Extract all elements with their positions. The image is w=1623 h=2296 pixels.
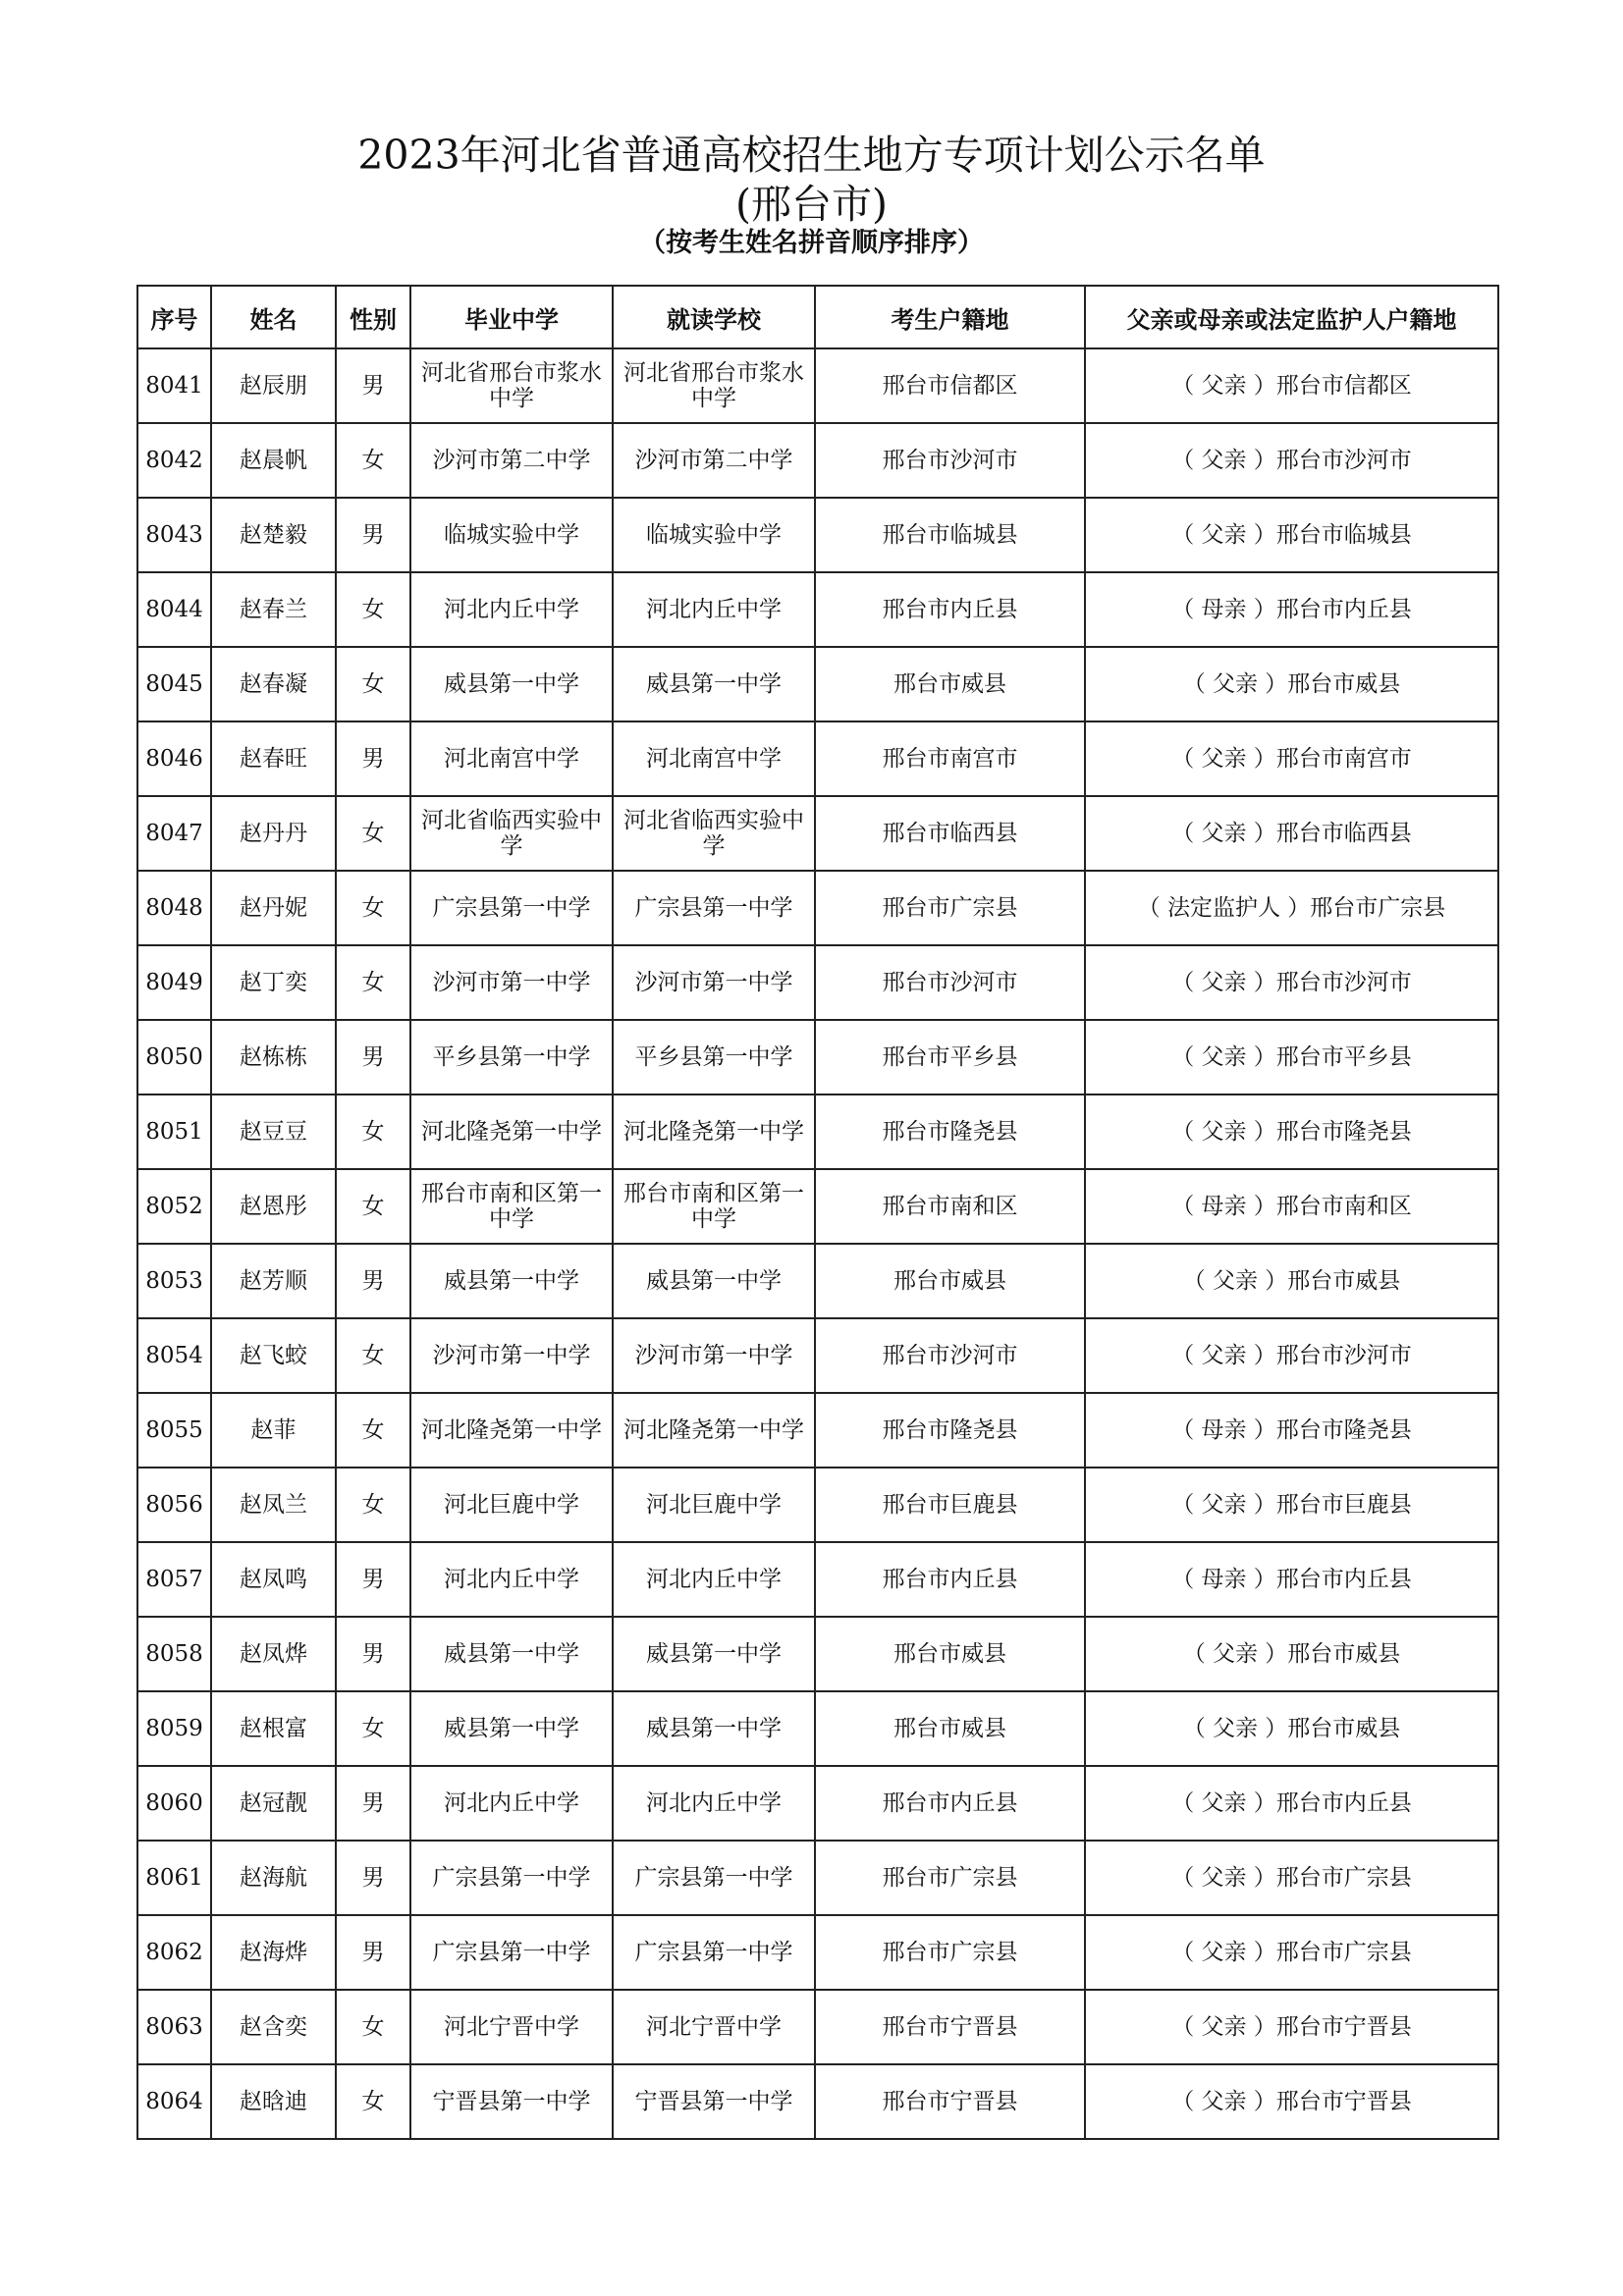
current-school-cell: 威县第一中学 (613, 1617, 815, 1691)
guardian-household-cell: （ 父亲 ）邢台市沙河市 (1085, 1318, 1498, 1393)
table-row (137, 2064, 1498, 2139)
student-name-cell: 赵根富 (211, 1691, 336, 1766)
student-household-cell: 邢台市信都区 (815, 348, 1085, 423)
gender-cell: 女 (336, 1393, 410, 1468)
guardian-household-cell: （ 父亲 ）邢台市平乡县 (1085, 1020, 1498, 1095)
column-header: 毕业中学 (410, 286, 613, 348)
column-header: 姓名 (211, 286, 336, 348)
gender-cell: 男 (336, 721, 410, 796)
current-school-cell: 临城实验中学 (613, 498, 815, 572)
student-name-cell: 赵晨帆 (211, 423, 336, 498)
student-name-cell: 赵春兰 (211, 572, 336, 647)
guardian-household-cell: （ 父亲 ）邢台市威县 (1085, 1691, 1498, 1766)
student-name-cell: 赵凤兰 (211, 1468, 336, 1542)
student-household-cell: 邢台市沙河市 (815, 945, 1085, 1020)
guardian-household-cell: （ 母亲 ）邢台市内丘县 (1085, 572, 1498, 647)
current-school-cell: 广宗县第一中学 (613, 871, 815, 945)
table-row (137, 871, 1498, 945)
table-row (137, 721, 1498, 796)
table-row (137, 1244, 1498, 1318)
table-row (137, 1020, 1498, 1095)
current-school-cell: 邢台市南和区第一中学 (613, 1169, 815, 1244)
student-household-cell: 邢台市广宗县 (815, 1915, 1085, 1990)
current-school-cell: 沙河市第一中学 (613, 945, 815, 1020)
serial-number-cell: 8054 (137, 1318, 211, 1393)
guardian-household-cell: （ 父亲 ）邢台市内丘县 (1085, 1766, 1498, 1841)
graduation-school-cell: 广宗县第一中学 (410, 1915, 613, 1990)
table-row (137, 1990, 1498, 2064)
student-name-cell: 赵凤烨 (211, 1617, 336, 1691)
serial-number-cell: 8045 (137, 647, 211, 721)
current-school-cell: 河北隆尧第一中学 (613, 1095, 815, 1169)
column-header: 考生户籍地 (815, 286, 1085, 348)
student-name-cell: 赵晗迪 (211, 2064, 336, 2139)
student-household-cell: 邢台市宁晋县 (815, 1990, 1085, 2064)
graduation-school-cell: 威县第一中学 (410, 1691, 613, 1766)
serial-number-cell: 8048 (137, 871, 211, 945)
student-name-cell: 赵菲 (211, 1393, 336, 1468)
current-school-cell: 河北省临西实验中学 (613, 796, 815, 871)
guardian-household-cell: （ 父亲 ）邢台市威县 (1085, 647, 1498, 721)
graduation-school-cell: 广宗县第一中学 (410, 1841, 613, 1915)
current-school-cell: 平乡县第一中学 (613, 1020, 815, 1095)
current-school-cell: 威县第一中学 (613, 1244, 815, 1318)
serial-number-cell: 8044 (137, 572, 211, 647)
table-row (137, 945, 1498, 1020)
serial-number-cell: 8047 (137, 796, 211, 871)
graduation-school-cell: 邢台市南和区第一中学 (410, 1169, 613, 1244)
graduation-school-cell: 河北南宫中学 (410, 721, 613, 796)
table-body (137, 348, 1498, 2139)
student-name-cell: 赵丁奕 (211, 945, 336, 1020)
student-name-cell: 赵辰朋 (211, 348, 336, 423)
graduation-school-cell: 广宗县第一中学 (410, 871, 613, 945)
table-row (137, 498, 1498, 572)
serial-number-cell: 8062 (137, 1915, 211, 1990)
gender-cell: 男 (336, 1841, 410, 1915)
graduation-school-cell: 宁晋县第一中学 (410, 2064, 613, 2139)
student-household-cell: 邢台市临城县 (815, 498, 1085, 572)
guardian-household-cell: （ 父亲 ）邢台市临城县 (1085, 498, 1498, 572)
serial-number-cell: 8052 (137, 1169, 211, 1244)
current-school-cell: 威县第一中学 (613, 1691, 815, 1766)
gender-cell: 女 (336, 1169, 410, 1244)
graduation-school-cell: 河北宁晋中学 (410, 1990, 613, 2064)
student-name-cell: 赵凤鸣 (211, 1542, 336, 1617)
guardian-household-cell: （ 父亲 ）邢台市临西县 (1085, 796, 1498, 871)
current-school-cell: 沙河市第二中学 (613, 423, 815, 498)
guardian-household-cell: （ 母亲 ）邢台市南和区 (1085, 1169, 1498, 1244)
serial-number-cell: 8059 (137, 1691, 211, 1766)
guardian-household-cell: （ 父亲 ）邢台市沙河市 (1085, 423, 1498, 498)
gender-cell: 男 (336, 1617, 410, 1691)
student-name-cell: 赵栋栋 (211, 1020, 336, 1095)
student-name-cell: 赵芳顺 (211, 1244, 336, 1318)
student-household-cell: 邢台市沙河市 (815, 1318, 1085, 1393)
gender-cell: 男 (336, 498, 410, 572)
table-row (137, 348, 1498, 423)
guardian-household-cell: （ 父亲 ）邢台市广宗县 (1085, 1841, 1498, 1915)
guardian-household-cell: （ 母亲 ）邢台市隆尧县 (1085, 1393, 1498, 1468)
graduation-school-cell: 沙河市第二中学 (410, 423, 613, 498)
student-name-cell: 赵飞蛟 (211, 1318, 336, 1393)
gender-cell: 女 (336, 1691, 410, 1766)
gender-cell: 女 (336, 423, 410, 498)
sort-note: （按考生姓名拼音顺序排序） (639, 228, 984, 258)
current-school-cell: 威县第一中学 (613, 647, 815, 721)
gender-cell: 女 (336, 1318, 410, 1393)
serial-number-cell: 8055 (137, 1393, 211, 1468)
gender-cell: 女 (336, 1990, 410, 2064)
student-household-cell: 邢台市平乡县 (815, 1020, 1085, 1095)
current-school-cell: 河北内丘中学 (613, 1542, 815, 1617)
student-name-cell: 赵海航 (211, 1841, 336, 1915)
graduation-school-cell: 沙河市第一中学 (410, 945, 613, 1020)
student-name-cell: 赵春凝 (211, 647, 336, 721)
current-school-cell: 河北内丘中学 (613, 572, 815, 647)
table-row (137, 796, 1498, 871)
guardian-household-cell: （ 母亲 ）邢台市内丘县 (1085, 1542, 1498, 1617)
graduation-school-cell: 威县第一中学 (410, 1617, 613, 1691)
student-household-cell: 邢台市广宗县 (815, 871, 1085, 945)
gender-cell: 女 (336, 647, 410, 721)
student-name-cell: 赵楚毅 (211, 498, 336, 572)
student-household-cell: 邢台市隆尧县 (815, 1095, 1085, 1169)
serial-number-cell: 8051 (137, 1095, 211, 1169)
serial-number-cell: 8053 (137, 1244, 211, 1318)
guardian-household-cell: （ 父亲 ）邢台市广宗县 (1085, 1915, 1498, 1990)
current-school-cell: 河北南宫中学 (613, 721, 815, 796)
current-school-cell: 广宗县第一中学 (613, 1841, 815, 1915)
graduation-school-cell: 河北内丘中学 (410, 572, 613, 647)
serial-number-cell: 8064 (137, 2064, 211, 2139)
student-household-cell: 邢台市威县 (815, 1244, 1085, 1318)
table-row (137, 647, 1498, 721)
table-row (137, 423, 1498, 498)
guardian-household-cell: （ 父亲 ）邢台市信都区 (1085, 348, 1498, 423)
gender-cell: 女 (336, 572, 410, 647)
graduation-school-cell: 沙河市第一中学 (410, 1318, 613, 1393)
graduation-school-cell: 威县第一中学 (410, 1244, 613, 1318)
guardian-household-cell: （ 法定监护人 ）邢台市广宗县 (1085, 871, 1498, 945)
graduation-school-cell: 河北内丘中学 (410, 1766, 613, 1841)
current-school-cell: 宁晋县第一中学 (613, 2064, 815, 2139)
serial-number-cell: 8057 (137, 1542, 211, 1617)
column-header: 父亲或母亲或法定监护人户籍地 (1085, 286, 1498, 348)
student-name-cell: 赵海烨 (211, 1915, 336, 1990)
gender-cell: 女 (336, 945, 410, 1020)
serial-number-cell: 8042 (137, 423, 211, 498)
serial-number-cell: 8046 (137, 721, 211, 796)
graduation-school-cell: 河北内丘中学 (410, 1542, 613, 1617)
guardian-household-cell: （ 父亲 ）邢台市隆尧县 (1085, 1095, 1498, 1169)
table-row (137, 1691, 1498, 1766)
graduation-school-cell: 河北巨鹿中学 (410, 1468, 613, 1542)
guardian-household-cell: （ 父亲 ）邢台市威县 (1085, 1244, 1498, 1318)
table-row (137, 1915, 1498, 1990)
current-school-cell: 河北宁晋中学 (613, 1990, 815, 2064)
student-household-cell: 邢台市内丘县 (815, 1542, 1085, 1617)
column-header: 性别 (336, 286, 410, 348)
student-name-cell: 赵恩彤 (211, 1169, 336, 1244)
guardian-household-cell: （ 父亲 ）邢台市威县 (1085, 1617, 1498, 1691)
gender-cell: 女 (336, 871, 410, 945)
graduation-school-cell: 临城实验中学 (410, 498, 613, 572)
graduation-school-cell: 河北隆尧第一中学 (410, 1095, 613, 1169)
student-household-cell: 邢台市南和区 (815, 1169, 1085, 1244)
guardian-household-cell: （ 父亲 ）邢台市宁晋县 (1085, 1990, 1498, 2064)
current-school-cell: 河北隆尧第一中学 (613, 1393, 815, 1468)
student-name-cell: 赵丹丹 (211, 796, 336, 871)
gender-cell: 女 (336, 1468, 410, 1542)
column-header: 就读学校 (613, 286, 815, 348)
student-name-cell: 赵含奕 (211, 1990, 336, 2064)
roster-table (136, 285, 1499, 2140)
student-household-cell: 邢台市威县 (815, 1617, 1085, 1691)
table-row (137, 1095, 1498, 1169)
gender-cell: 女 (336, 796, 410, 871)
gender-cell: 男 (336, 1542, 410, 1617)
current-school-cell: 河北内丘中学 (613, 1766, 815, 1841)
table-row (137, 1169, 1498, 1244)
table-row (137, 1393, 1498, 1468)
serial-number-cell: 8049 (137, 945, 211, 1020)
serial-number-cell: 8061 (137, 1841, 211, 1915)
student-household-cell: 邢台市威县 (815, 647, 1085, 721)
guardian-household-cell: （ 父亲 ）邢台市巨鹿县 (1085, 1468, 1498, 1542)
student-household-cell: 邢台市广宗县 (815, 1841, 1085, 1915)
student-name-cell: 赵豆豆 (211, 1095, 336, 1169)
current-school-cell: 河北省邢台市浆水中学 (613, 348, 815, 423)
serial-number-cell: 8056 (137, 1468, 211, 1542)
student-household-cell: 邢台市隆尧县 (815, 1393, 1085, 1468)
gender-cell: 女 (336, 1095, 410, 1169)
student-household-cell: 邢台市内丘县 (815, 1766, 1085, 1841)
student-name-cell: 赵丹妮 (211, 871, 336, 945)
column-header: 序号 (137, 286, 211, 348)
table-row (137, 1617, 1498, 1691)
serial-number-cell: 8058 (137, 1617, 211, 1691)
guardian-household-cell: （ 父亲 ）邢台市南宫市 (1085, 721, 1498, 796)
student-household-cell: 邢台市威县 (815, 1691, 1085, 1766)
table-row (137, 1318, 1498, 1393)
table-row (137, 1542, 1498, 1617)
page-subtitle-city: (邢台市) (735, 181, 888, 228)
student-household-cell: 邢台市巨鹿县 (815, 1468, 1085, 1542)
gender-cell: 女 (336, 2064, 410, 2139)
serial-number-cell: 8050 (137, 1020, 211, 1095)
guardian-household-cell: （ 父亲 ）邢台市宁晋县 (1085, 2064, 1498, 2139)
serial-number-cell: 8063 (137, 1990, 211, 2064)
graduation-school-cell: 平乡县第一中学 (410, 1020, 613, 1095)
graduation-school-cell: 河北隆尧第一中学 (410, 1393, 613, 1468)
student-name-cell: 赵冠靓 (211, 1766, 336, 1841)
serial-number-cell: 8060 (137, 1766, 211, 1841)
student-household-cell: 邢台市沙河市 (815, 423, 1085, 498)
current-school-cell: 广宗县第一中学 (613, 1915, 815, 1990)
serial-number-cell: 8041 (137, 348, 211, 423)
graduation-school-cell: 河北省临西实验中学 (410, 796, 613, 871)
gender-cell: 男 (336, 1766, 410, 1841)
table-row (137, 1468, 1498, 1542)
student-household-cell: 邢台市内丘县 (815, 572, 1085, 647)
graduation-school-cell: 威县第一中学 (410, 647, 613, 721)
guardian-household-cell: （ 父亲 ）邢台市沙河市 (1085, 945, 1498, 1020)
current-school-cell: 沙河市第一中学 (613, 1318, 815, 1393)
graduation-school-cell: 河北省邢台市浆水中学 (410, 348, 613, 423)
student-household-cell: 邢台市南宫市 (815, 721, 1085, 796)
student-household-cell: 邢台市宁晋县 (815, 2064, 1085, 2139)
page-title: 2023年河北省普通高校招生地方专项计划公示名单 (357, 132, 1266, 179)
student-name-cell: 赵春旺 (211, 721, 336, 796)
gender-cell: 男 (336, 348, 410, 423)
table-row (137, 1766, 1498, 1841)
gender-cell: 男 (336, 1244, 410, 1318)
current-school-cell: 河北巨鹿中学 (613, 1468, 815, 1542)
gender-cell: 男 (336, 1020, 410, 1095)
student-household-cell: 邢台市临西县 (815, 796, 1085, 871)
table-row (137, 572, 1498, 647)
table-header-row (137, 286, 1498, 348)
table-row (137, 1841, 1498, 1915)
serial-number-cell: 8043 (137, 498, 211, 572)
gender-cell: 男 (336, 1915, 410, 1990)
